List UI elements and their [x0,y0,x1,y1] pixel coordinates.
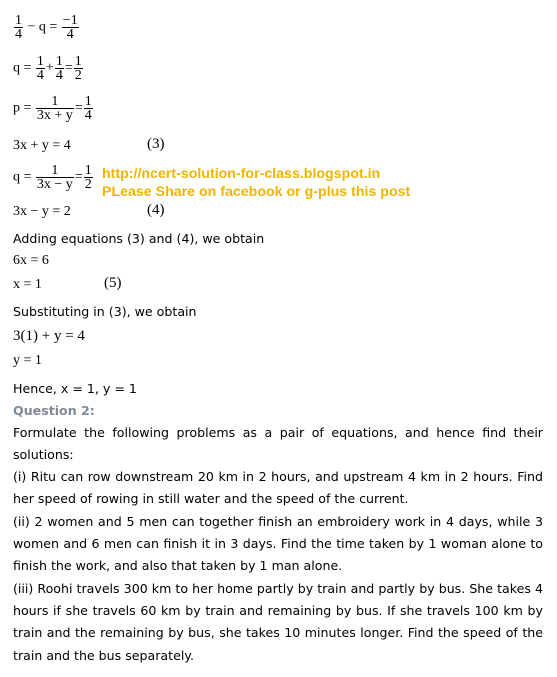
equation-6: 3x − y = 2 [13,204,71,219]
formulate-paragraph: Formulate the following problems as a pair of equations, and hence find their solutions: [13,425,543,463]
equation-9: 3(1) + y = 4 [13,328,85,344]
watermark-url: http://ncert-solution-for-class.blogspot.in [102,166,381,182]
fraction: $\frac{-1}{4}$ [62,13,78,42]
watermark-share: PLease Share on facebook or g-plus this post [102,184,411,200]
fraction: $\frac{1}{4}$ [15,13,22,42]
equation-1 [13,14,80,41]
part-iii-paragraph: (iii) Roohi travels 300 km to her home partly by train and partly by bus. She takes 4 hours if she travels 60 km by train and remaining by bus. If she travels 100 km by train and the remaining by bus, she takes 10 minutes longer. Find the speed of the train and the bus separately. [13,581,543,663]
equation-number: (5) [104,275,122,291]
equation-4: 3x + y = 4 [13,138,71,153]
equation-text: − q = [27,19,58,35]
equation-number: (4) [147,202,165,218]
question-heading: Question 2: [13,403,95,418]
equation-10: y = 1 [13,353,42,368]
part-i-paragraph: (i) Ritu can row downstream 20 km in 2 hours, and upstream 4 km in 2 hours. Find her speed of rowing in still water and the speed of the current. [13,469,543,507]
adding-text: Adding equations (3) and (4), we obtain [13,231,265,246]
equation-2: q = $\frac{1}{4}$ + $\frac{1}{4}$ = $\frac{1}{2}$ [13,54,82,83]
equation-5: q = $\frac{1}{3x - y}$ = $\frac{1}{2}$ [13,163,92,192]
hence-text: Hence, x = 1, y = 1 [13,381,137,396]
equation-3: p = $\frac{1}{3x + y}$ = $\frac{1}{4}$ [13,94,92,123]
substituting-text: Substituting in (3), we obtain [13,304,197,319]
part-ii-paragraph: (ii) 2 women and 5 men can together finish an embroidery work in 4 days, while 3 women and 6 men can finish it in 3 days. Find the time taken by 1 woman alone to finish the work, and also that taken by 1 man alone. [13,514,543,574]
equation-number: (3) [147,136,165,152]
equation-7: 6x = 6 [13,253,49,268]
equation-8: x = 1 [13,277,42,292]
